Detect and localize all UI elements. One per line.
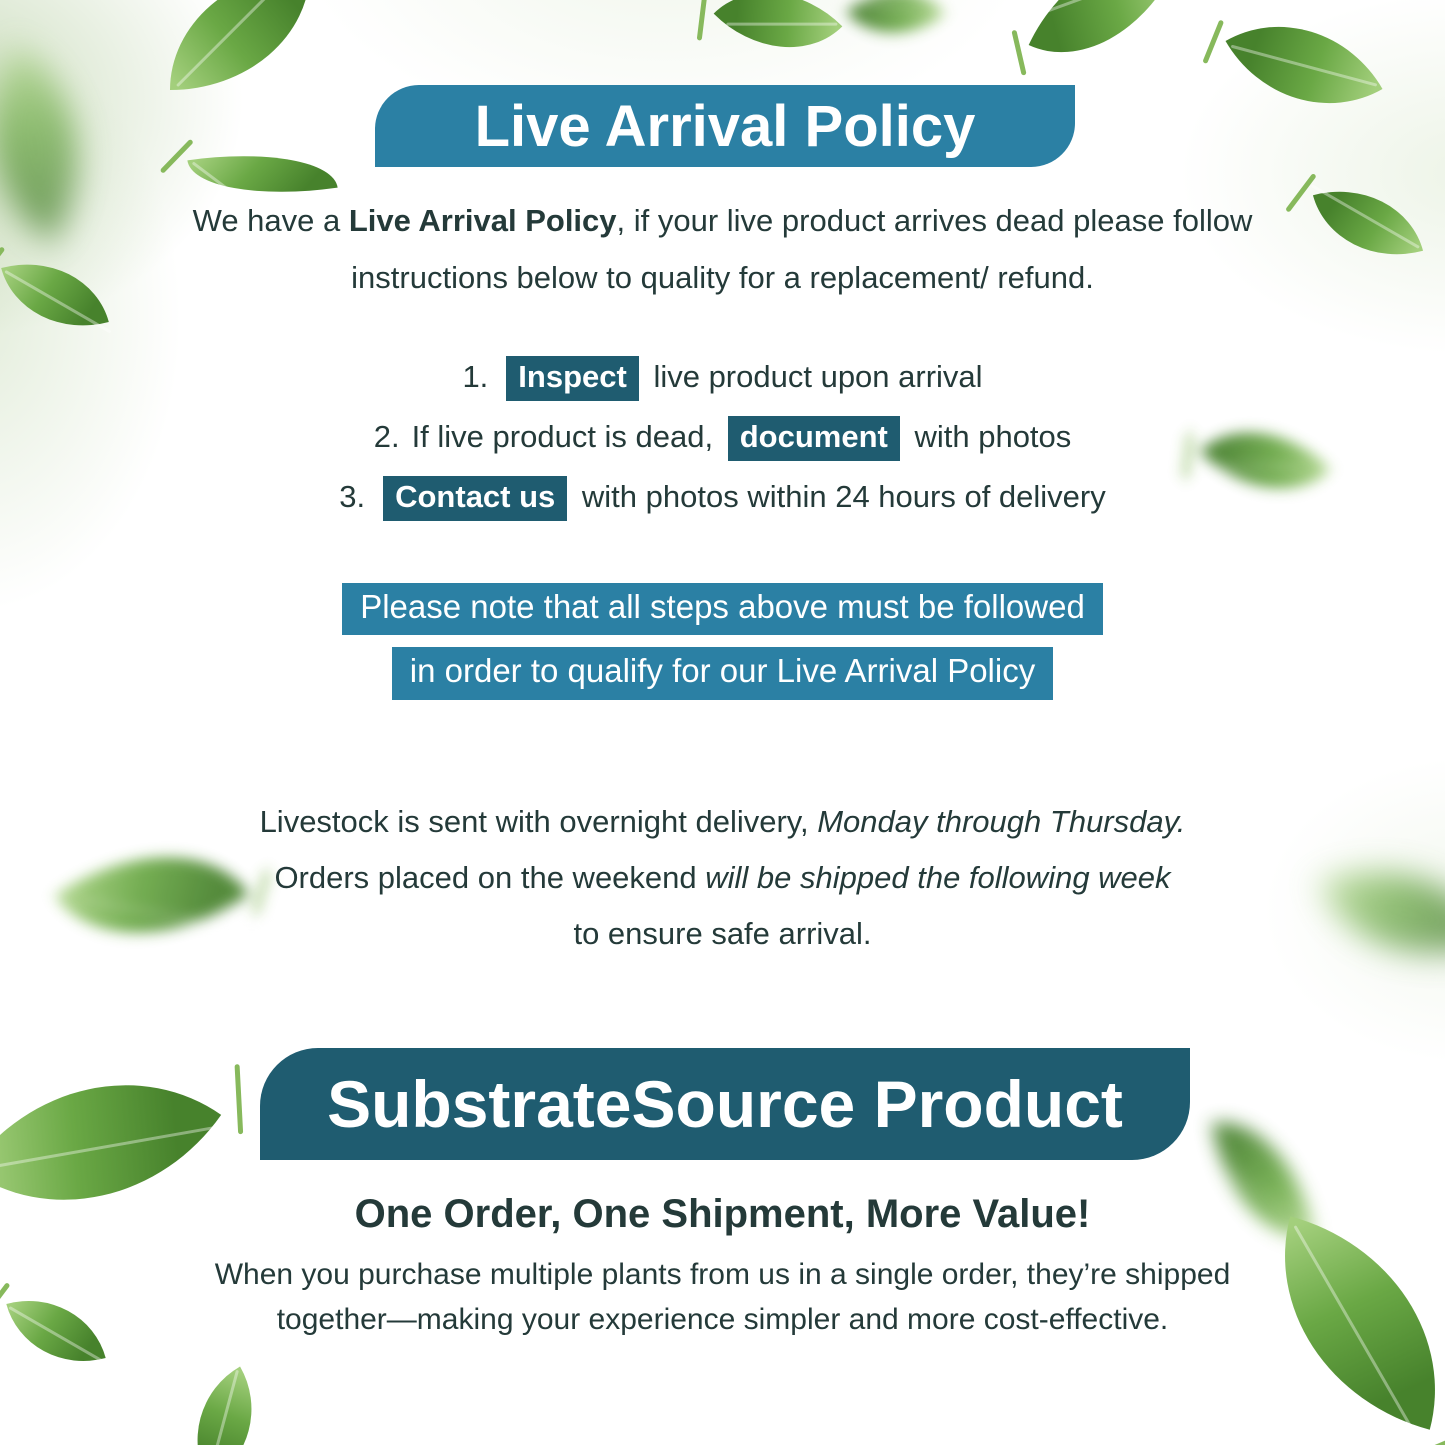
step-3-highlight: Contact us bbox=[383, 476, 567, 521]
leaf-blur-icon bbox=[846, 0, 945, 62]
value-heading: One Order, One Shipment, More Value! bbox=[354, 1192, 1091, 1236]
value-line-2: together—making your experience simpler and more cost-effective. bbox=[276, 1303, 1169, 1336]
substratesource-product-banner bbox=[260, 1048, 1190, 1160]
step-1: 1. Inspect live product upon arrival bbox=[0, 347, 1445, 407]
shipping-paragraph bbox=[0, 794, 1445, 962]
intro-paragraph bbox=[0, 192, 1445, 306]
leaf-icon bbox=[1226, 0, 1383, 145]
step-1-number: 1. bbox=[462, 359, 489, 394]
step-3-number: 3. bbox=[339, 479, 366, 514]
step-3: 3. Contact us with photos within 24 hours of delivery bbox=[0, 467, 1445, 527]
note-line-2: in order to qualify for our Live Arrival Policy bbox=[392, 647, 1053, 699]
live-arrival-policy-banner bbox=[375, 85, 1075, 167]
shipping-line-1: Livestock is sent with overnight delivery, Monday through Thursday. bbox=[259, 804, 1186, 839]
leaf-icon bbox=[1029, 0, 1177, 87]
step-1-highlight: Inspect bbox=[506, 356, 639, 401]
value-line-1: When you purchase multiple plants from us in a single order, they’re shipped bbox=[214, 1258, 1231, 1291]
policy-note bbox=[0, 583, 1445, 700]
substratesource-product-title: SubstrateSource Product bbox=[327, 1067, 1123, 1141]
value-paragraph bbox=[0, 1252, 1445, 1342]
intro-line-1: We have a Live Arrival Policy, if your live product arrives dead please follow bbox=[192, 203, 1253, 238]
leaf-icon bbox=[714, 0, 843, 84]
intro-bold-policy: Live Arrival Policy bbox=[348, 203, 617, 238]
leaf-icon bbox=[166, 1366, 282, 1445]
step-2-highlight: document bbox=[728, 416, 900, 461]
step-2-number: 2. bbox=[373, 419, 400, 454]
live-arrival-policy-title: Live Arrival Policy bbox=[474, 93, 976, 159]
shipping-line-3: to ensure safe arrival. bbox=[573, 916, 872, 951]
step-2: 2. If live product is dead, document with photos bbox=[0, 407, 1445, 467]
shipping-line-2: Orders placed on the weekend will be shipped the following week bbox=[274, 860, 1171, 895]
intro-line-2: instructions below to quality for a replacement/ refund. bbox=[351, 260, 1094, 295]
leaf-icon bbox=[170, 0, 310, 90]
steps-list bbox=[0, 347, 1445, 527]
note-line-1: Please note that all steps above must be followed bbox=[342, 583, 1103, 635]
